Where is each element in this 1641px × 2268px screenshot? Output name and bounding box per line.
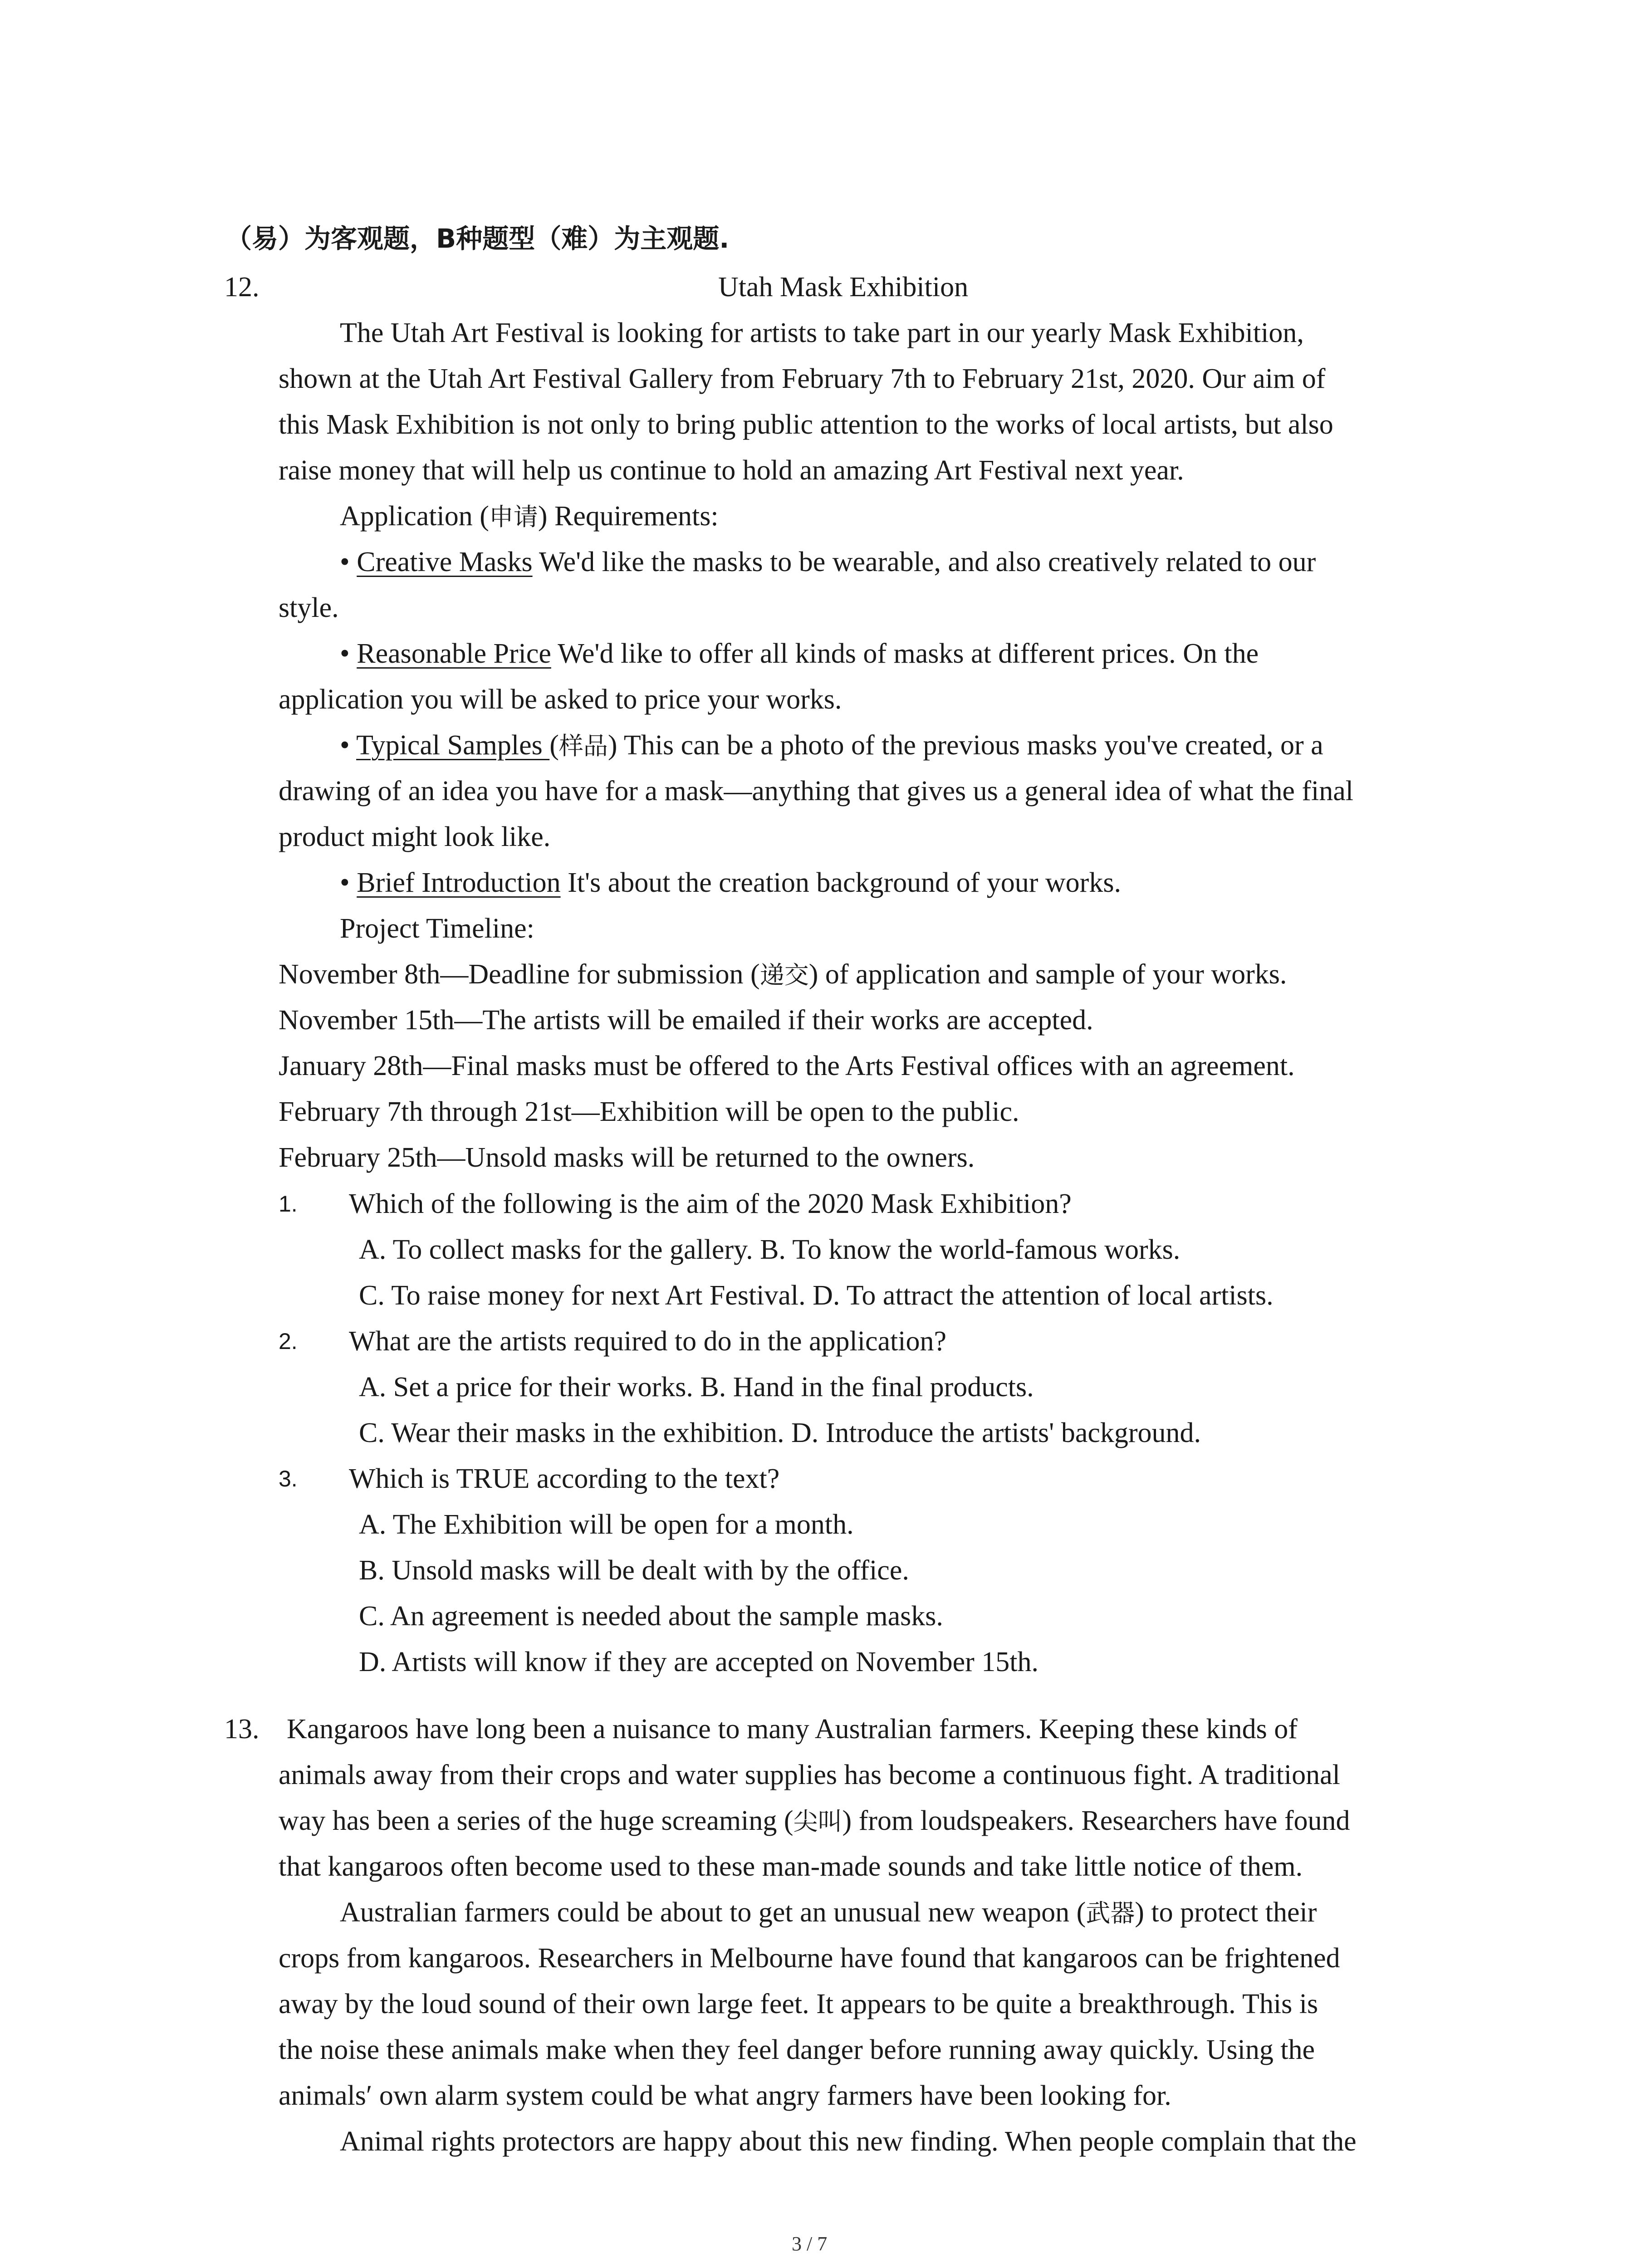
requirement-term: Creative Masks (357, 547, 533, 577)
requirement-reasonable-price: • Reasonable Price We'd like to offer all kinds of masks at different prices. On the (340, 638, 1259, 669)
question-number: 3. (279, 1466, 298, 1491)
requirement-term: Brief Introduction (357, 867, 561, 898)
p2-line-5: animals′ own alarm system could be what angry farmers have been looking for. (279, 2080, 1171, 2111)
page-number: 3 / 7 (792, 2233, 828, 2255)
question-item (279, 1456, 1504, 1502)
requirement-term: Typical Samples (356, 730, 550, 761)
p2-line-4: the noise these animals make when they feel danger before running away quickly. Using the (279, 2034, 1315, 2065)
timeline-heading: Project Timeline: (340, 913, 534, 944)
question-number: 1. (279, 1191, 298, 1217)
intro-line-3: this Mask Exhibition is not only to bring public attention to the works of local artists, but also (279, 409, 1333, 440)
p2-line-1: Australian farmers could be about to get an unusual new weapon (武器) to protect their (340, 1897, 1317, 1928)
question-text: Which of the following is the aim of the 2020 Mask Exhibition? (349, 1188, 1072, 1219)
option-line: A. Set a price for their works. B. Hand in the final products. (359, 1372, 1034, 1403)
requirement-creative-masks-cont: style. (279, 592, 339, 623)
passage-13-body (279, 1706, 1458, 2165)
option-line: C. To raise money for next Art Festival. D. To attract the attention of local artists. (359, 1280, 1274, 1311)
requirement-reasonable-price-cont: application you will be asked to price your works. (279, 684, 842, 715)
question-text: Which is TRUE according to the text? (349, 1463, 780, 1494)
requirement-typical-samples: • Typical Samples (样品) This can be a photo of the previous masks you've created, or a (340, 730, 1323, 761)
option-line: C. An agreement is needed about the sample masks. (359, 1601, 943, 1632)
intro-line-4: raise money that will help us continue to hold an amazing Art Festival next year. (279, 455, 1184, 486)
requirement-brief-introduction: • Brief Introduction It's about the creation background of your works. (340, 867, 1121, 898)
p1-line-3: way has been a series of the huge screaming (尖叫) from loudspeakers. Researchers have found (279, 1805, 1350, 1836)
question-12-number: 12. (224, 272, 260, 303)
passage-12-body (279, 310, 1458, 1181)
timeline-item-1: November 8th—Deadline for submission (递交) of application and sample of your works. (279, 959, 1287, 990)
question-number: 2. (279, 1329, 298, 1354)
sub-questions (279, 1181, 1504, 1685)
requirement-typical-samples-cont-2: product might look like. (279, 821, 551, 852)
intro-line-1: The Utah Art Festival is looking for artists to take part in our yearly Mask Exhibition, (340, 318, 1304, 348)
option-line: A. To collect masks for the gallery. B. To know the world-famous works. (359, 1234, 1181, 1265)
header-fragment: （易）为客观题，B种题型（难）为主观题. (225, 223, 730, 254)
requirements-heading: Application (申请) Requirements: (340, 501, 719, 532)
timeline-item-4: February 7th through 21st—Exhibition will be open to the public. (279, 1096, 1019, 1127)
question-13-number: 13. (224, 1714, 260, 1745)
timeline-item-3: January 28th—Final masks must be offered to the Arts Festival offices with an agreement. (279, 1051, 1295, 1081)
p2-line-2: crops from kangaroos. Researchers in Melbourne have found that kangaroos can be frightened (279, 1943, 1340, 1974)
timeline-item-2: November 15th—The artists will be emailed if their works are accepted. (279, 1005, 1093, 1036)
passage-title: Utah Mask Exhibition (718, 272, 969, 303)
option-line: B. Unsold masks will be dealt with by the office. (359, 1555, 909, 1586)
requirement-creative-masks: • Creative Masks We'd like the masks to be wearable, and also creatively related to our (340, 547, 1316, 577)
intro-line-2: shown at the Utah Art Festival Gallery from February 7th to February 21st, 2020. Our aim of (279, 363, 1326, 394)
option-line: D. Artists will know if they are accepted on November 15th. (359, 1647, 1038, 1677)
option-line: C. Wear their masks in the exhibition. D. Introduce the artists' background. (359, 1418, 1201, 1448)
p2-line-3: away by the loud sound of their own large feet. It appears to be quite a breakthrough. This is (279, 1989, 1318, 2019)
question-item (279, 1319, 1504, 1364)
question-item (279, 1181, 1504, 1227)
question-text: What are the artists required to do in the application? (349, 1326, 947, 1357)
p1-line-2: animals away from their crops and water supplies has become a continuous fight. A traditional (279, 1760, 1340, 1790)
timeline-item-5: February 25th—Unsold masks will be returned to the owners. (279, 1142, 975, 1173)
requirement-typical-samples-cont-1: drawing of an idea you have for a mask—anything that gives us a general idea of what the final (279, 776, 1353, 807)
option-line: A. The Exhibition will be open for a month. (359, 1509, 854, 1540)
p1-line-1: Kangaroos have long been a nuisance to many Australian farmers. Keeping these kinds of (287, 1714, 1298, 1745)
p1-line-4: that kangaroos often become used to these man-made sounds and take little notice of them. (279, 1851, 1303, 1882)
p3-line-1: Animal rights protectors are happy about this new finding. When people complain that the (340, 2126, 1357, 2157)
requirement-term: Reasonable Price (357, 638, 551, 669)
